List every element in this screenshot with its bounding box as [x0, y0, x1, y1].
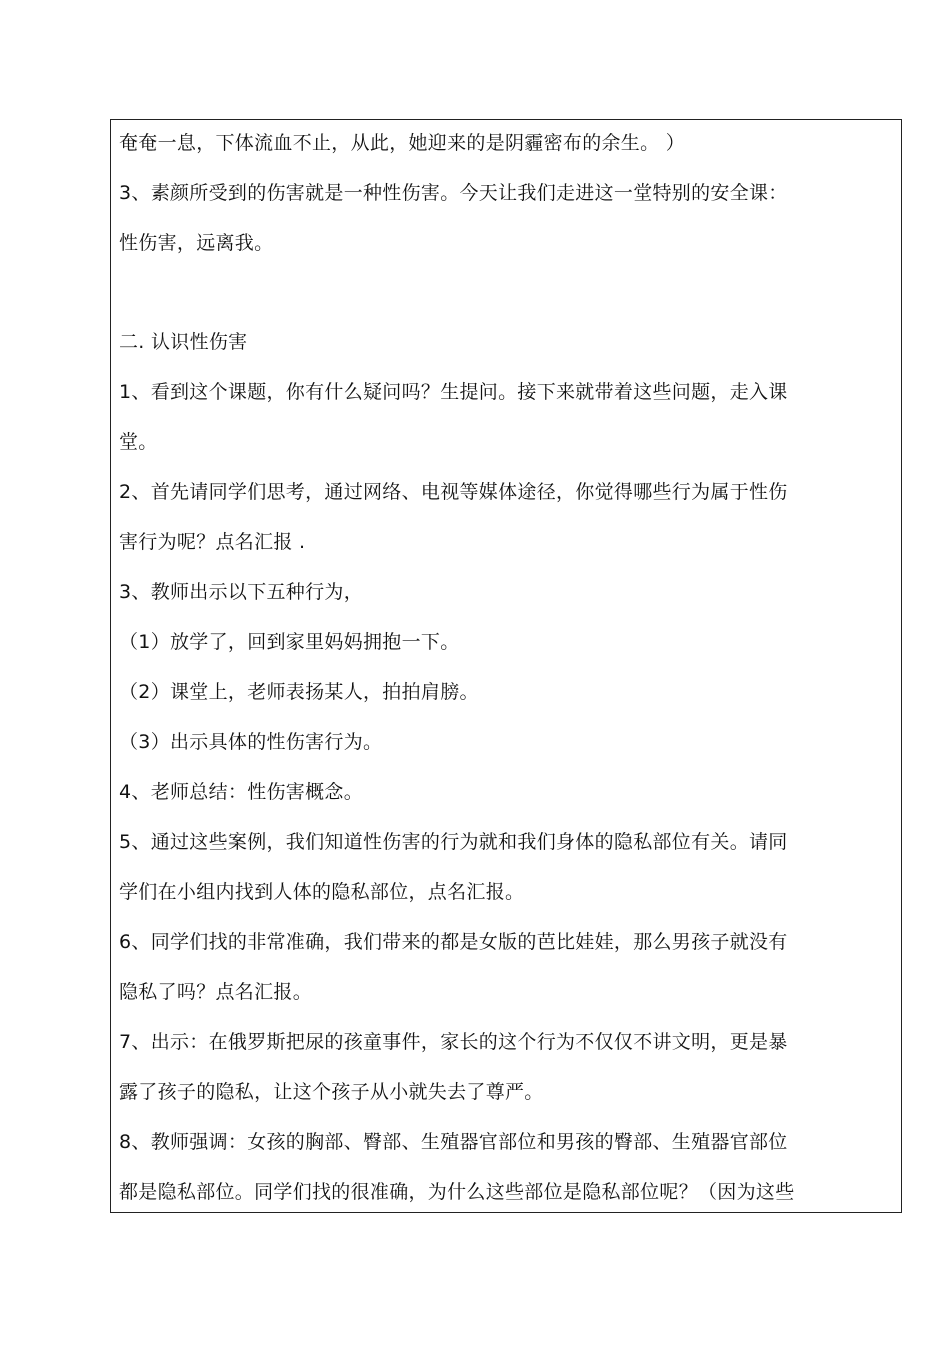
text-line: 奄奄一息，下体流血不止，从此，她迎来的是阴霾密布的余生。 ） [119, 132, 686, 154]
text-line: 5、通过这些案例，我们知道性伤害的行为就和我们身体的隐私部位有关。请同 [119, 831, 788, 853]
list-item: （3）出示具体的性伤害行为。 [119, 731, 383, 753]
text-line: 3、教师出示以下五种行为， [119, 581, 363, 603]
text-line: 2、首先请同学们思考，通过网络、电视等媒体途径，你觉得哪些行为属于性伤 [119, 481, 788, 503]
text-line: 性伤害，远离我。 [119, 232, 274, 254]
text-line: 6、同学们找的非常准确，我们带来的都是女版的芭比娃娃，那么男孩子就没有 [119, 931, 788, 953]
text-line: 害行为呢？点名汇报 . [119, 531, 306, 553]
text-line: 都是隐私部位。同学们找的很准确，为什么这些部位是隐私部位呢？（因为这些 [119, 1181, 795, 1203]
text-line: 露了孩子的隐私，让这个孩子从小就失去了尊严。 [119, 1081, 544, 1103]
list-item: （1）放学了，回到家里妈妈拥抱一下。 [119, 631, 460, 653]
text-line: 7、出示：在俄罗斯把尿的孩童事件，家长的这个行为不仅仅不讲文明，更是暴 [119, 1031, 788, 1053]
text-line: 隐私了吗？点名汇报。 [119, 981, 313, 1003]
section-heading: 二. 认识性伤害 [119, 331, 248, 353]
text-line: 8、教师强调：女孩的胸部、臀部、生殖器官部位和男孩的臀部、生殖器官部位 [119, 1131, 788, 1153]
text-line: 堂。 [119, 431, 158, 453]
text-line: 1、看到这个课题，你有什么疑问吗？生提问。接下来就带着这些问题，走入课 [119, 381, 788, 403]
text-line: 学们在小组内找到人体的隐私部位，点名汇报。 [119, 881, 525, 903]
list-item: （2）课堂上，老师表扬某人，拍拍肩膀。 [119, 681, 479, 703]
text-line: 4、老师总结：性伤害概念。 [119, 781, 363, 803]
text-line: 3、素颜所受到的伤害就是一种性伤害。今天让我们走进这一堂特别的安全课： [119, 182, 788, 204]
